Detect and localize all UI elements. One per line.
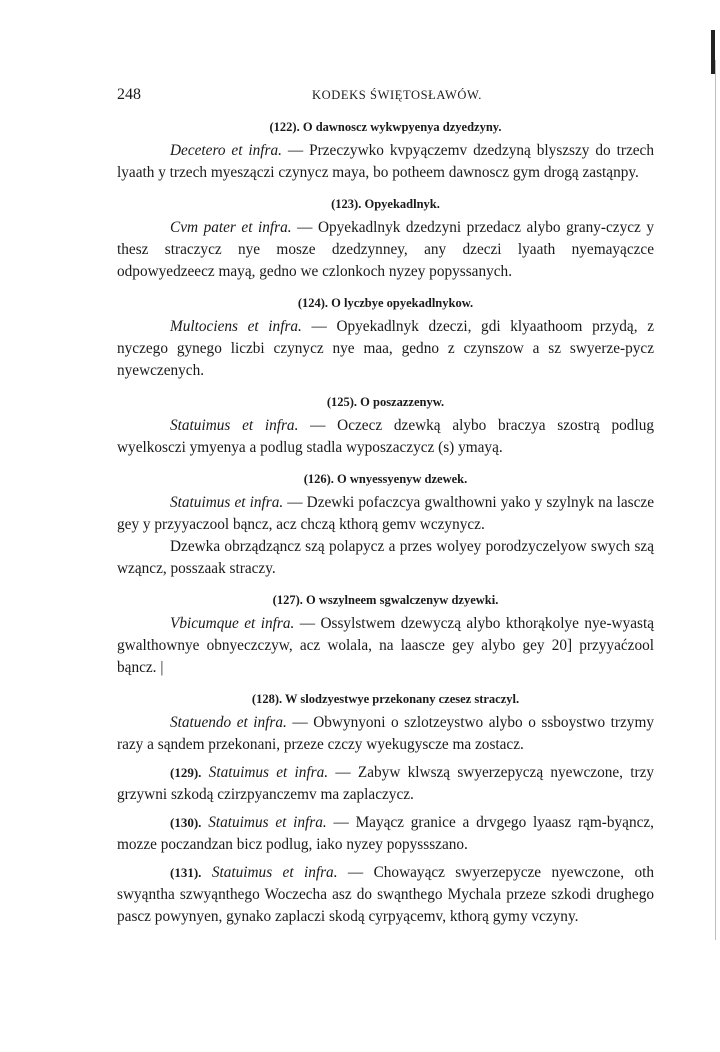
numbered-paragraph	[117, 812, 654, 856]
section-heading: (123). Opyekadlnyk.	[331, 197, 440, 211]
incipit: Statuendo et infra.	[170, 714, 287, 731]
page-number: 248	[117, 86, 141, 103]
article-number: (131).	[170, 865, 202, 880]
incipit: Vbicumque et infra.	[170, 615, 295, 632]
page-header	[117, 86, 657, 108]
paragraph-text: — Obwynyoni o szlotzeystwo alybo o ssboystwo trzymy razy a sąndem przekonani, przeze czczy wyekugyscze ma zostacz.	[117, 714, 654, 753]
incipit: Statuimus et infra.	[208, 814, 327, 831]
numbered-paragraph	[117, 862, 654, 928]
article-number: (130).	[170, 815, 202, 830]
section-heading: (126). O wnyessyenyw dzewek.	[303, 472, 468, 486]
paragraph	[117, 140, 654, 184]
running-title: KODEKS ŚWIĘTOSŁAWÓW.	[312, 88, 483, 102]
section-heading: (124). O lyczbye opyekadlnykow.	[297, 296, 474, 310]
paragraph	[117, 712, 654, 756]
article-number: (129).	[170, 765, 202, 780]
paragraph	[117, 415, 654, 459]
incipit: Cvm pater et infra.	[170, 219, 292, 236]
paragraph-text: — Dzewki pofaczcya gwalthowni yako y szylnyk na lascze gey y przyyaczool bąncz, acz chczą kthorą gemv wczynycz.	[117, 494, 654, 533]
incipit: Decetero et infra.	[170, 142, 282, 159]
section-heading: (127). O wszylneem sgwalczenyw dzyewki.	[272, 593, 499, 607]
page-body	[117, 118, 654, 928]
paragraph-text: — Opyekadlnyk dzeczi, gdi klyaathoom przydą, z nyczego gynego liczbi czynycz nye maa, gedno z czynszow a sz swyerze-pycz nyewczenych.	[117, 318, 654, 379]
paragraph-text: — Chowayącz swyerzepycze nyewczone, oth swyąntha szwyąnthego Woczecha asz do swąnthego Mychala przeze szkodi drughego pascz powynyen, gynako zaplaczi skodą cyrpyącemv, kthorą gymy vczyny.	[117, 864, 655, 925]
paragraph-text: — Przeczywko kvpyączemv dzedzyną blyszszy do trzech lyaath y trzech myeszączi czynycz maya, bo potheem dawnoscz gym drogą zastąnpy.	[117, 142, 654, 181]
section-heading: (125). O poszazzenyw.	[326, 395, 445, 409]
numbered-paragraph	[117, 762, 654, 806]
paragraph-text: — Mayącz granice a drvgego lyaasz rąm-byąncz, mozze poczandzan bicz podlug, iako nyzey popyssszano.	[117, 814, 655, 853]
paragraph	[117, 316, 654, 382]
section-heading: (128). W slodzyestwye przekonany czesez straczyl.	[251, 692, 520, 706]
incipit: Statuimus et infra.	[208, 764, 329, 781]
section-heading: (122). O dawnoscz wykwpyenya dzyedzyny.	[269, 120, 502, 134]
incipit: Statuimus et infra.	[170, 417, 299, 434]
paragraph	[117, 492, 654, 536]
paragraph-text: — Zabyw klwszą swyerzepyczą nyewczone, trzy grzywni szkodą czirzpyanczemv ma zaplaczycz.	[117, 764, 655, 803]
page-edge-line	[715, 60, 716, 940]
paragraph	[117, 536, 654, 580]
incipit: Statuimus et infra.	[211, 864, 338, 881]
paragraph-text: Dzewka obrządząncz szą polapycz a przes wolyey porodzyczelyow swych szą wząncz, posszaak straczy.	[117, 538, 654, 577]
paragraph-text: — Oczecz dzewką alybo braczya szostrą podlug wyelkosczi ymyenya a podlug stadla wyposzaczycz (s) ymayą.	[117, 417, 655, 456]
paragraph-text: — Opyekadlnyk dzedzyni przedacz alybo grany-czycz y thesz straczycz nye mosze dzedzynney, any dzeczi lyaath nyemayączce odpowyedzeecz mayą, gedno we czlonkoch nyzey popyssanych.	[117, 219, 654, 280]
paragraph	[117, 217, 654, 283]
paragraph-text: — Ossylstwem dzewyczą alybo kthorąkolye nye-wyastą gwalthownye obnyeczczyw, acz wolala, na laascze gey alybo gey 20] przyyaćzool bąncz. |	[117, 615, 655, 676]
paragraph	[117, 613, 654, 679]
incipit: Statuimus et infra.	[170, 494, 284, 511]
incipit: Multociens et infra.	[170, 318, 302, 335]
